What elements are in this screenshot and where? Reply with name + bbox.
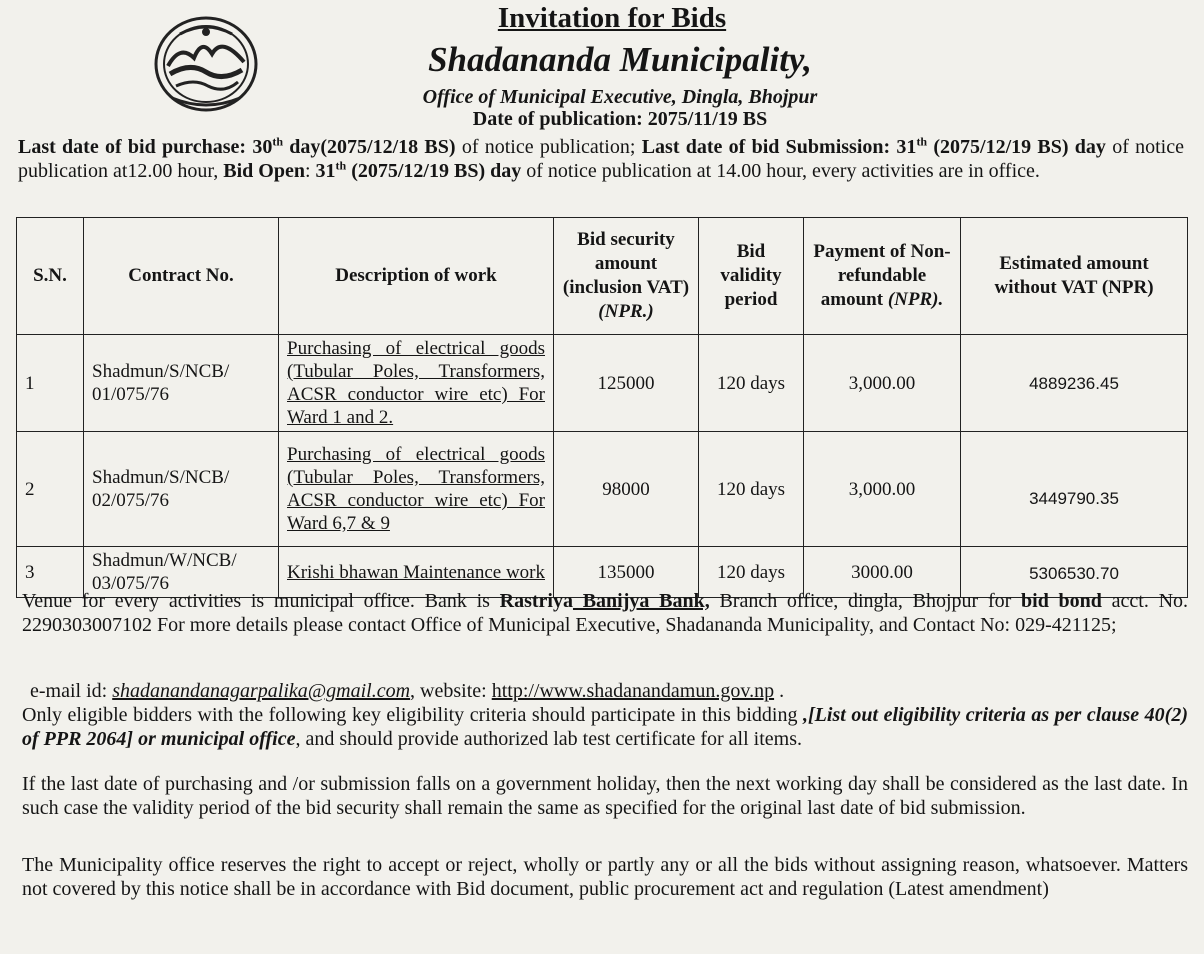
cell-payment: 3000.00 — [804, 547, 961, 598]
header-payment-unit: (NPR). — [887, 289, 944, 310]
cell-description: Purchasing of electrical goods (Tubular Poles, Transformers, ACSR conductor wire etc) For Ward 6,7 & 9 — [279, 432, 554, 547]
municipality-name: Shadananda Municipality, — [428, 40, 812, 79]
submission-date: (2075/12/19 BS) day — [927, 136, 1106, 158]
venue-text: acct. No. 2290303007102 For more details please contact Office of Municipal Executive, Shadananda Municipality, and Contact No: 029-421125; — [22, 590, 1189, 636]
bids-table — [16, 217, 1188, 598]
table-row — [17, 335, 1188, 432]
cell-contract: Shadmun/S/NCB/ 01/075/76 — [84, 335, 279, 432]
cell-contract: Shadmun/W/NCB/ 03/075/76 — [84, 547, 279, 598]
ordinal-suffix: th — [335, 158, 347, 173]
cell-estimate: 4889236.45 — [961, 335, 1188, 432]
submission-label: Last date of bid Submission: 31 — [641, 136, 917, 158]
bank-name: Rastriya — [499, 590, 573, 612]
bid-bond-label: bid bond — [1021, 590, 1102, 612]
header-payment-text: Payment of Non-refundable amount — [813, 241, 951, 310]
header-bid-security-unit: (NPR.) — [598, 301, 654, 322]
table-row — [17, 432, 1188, 547]
bid-open-date: (2075/12/19 BS) day — [346, 160, 522, 182]
header-bid-security-text: Bid security amount (inclusion VAT) — [562, 229, 690, 298]
website-link[interactable]: http://www.shadanandamun.gov.np — [491, 680, 775, 702]
eligibility-text: Only eligible bidders with the following key eligibility criteria should participate in this bidding — [22, 704, 804, 726]
header-bid-security — [554, 218, 699, 335]
header-sn: S.N. — [17, 218, 84, 335]
ordinal-suffix: th — [272, 134, 283, 149]
publication-date: Date of publication: 2075/11/19 BS — [472, 108, 768, 130]
cell-bid-security: 135000 — [554, 547, 699, 598]
website-label: , website: — [410, 680, 492, 702]
cell-sn: 3 — [17, 547, 84, 598]
cell-payment: 3,000.00 — [804, 432, 961, 547]
header-validity: Bid validity period — [699, 218, 804, 335]
email-label: e-mail id: — [30, 680, 113, 702]
cell-validity: 120 days — [699, 335, 804, 432]
purchase-label: Last date of bid purchase: 30 — [18, 136, 273, 158]
table-header-row — [17, 218, 1188, 335]
email-link[interactable]: shadanandanagarpalika@gmail.com — [112, 680, 411, 702]
cell-sn: 1 — [17, 335, 84, 432]
cell-contract: Shadmun/S/NCB/ 02/075/76 — [84, 432, 279, 547]
intro-text: of notice publication; — [455, 136, 642, 158]
holiday-paragraph: If the last date of purchasing and /or submission falls on a government holiday, then the next working day shall be considered as the last date. In such case the validity period of the bid security shall remain the same as specified for the original last date of bid submission. — [22, 773, 1188, 819]
eligibility-criteria: ,[List out eligibility criteria as per clause 40(2) of PPR 2064] or municipal office — [22, 704, 1188, 750]
eligibility-paragraph — [22, 703, 1188, 751]
office-address: Office of Municipal Executive, Dingla, Bhojpur — [422, 86, 818, 108]
header-description: Description of work — [279, 218, 554, 335]
header-contract: Contract No. — [84, 218, 279, 335]
bid-dates-paragraph — [18, 135, 1184, 183]
venue-text: Branch office, dingla, Bhojpur for — [709, 590, 1022, 612]
cell-bid-security: 125000 — [554, 335, 699, 432]
venue-text: Venue for every activities is municipal office. Bank is — [22, 590, 500, 612]
header-payment — [804, 218, 961, 335]
purchase-date: day(2075/12/18 BS) — [283, 136, 456, 158]
ordinal-suffix: th — [916, 134, 928, 149]
contact-end: . — [774, 680, 785, 702]
reserve-rights-paragraph: The Municipality office reserves the right to accept or reject, wholly or partly any or all the bids without assigning reason, whatsoever. Matters not covered by this notice shall be in accordance with Bid document, public procurement act and regulation (Latest amendment) — [22, 854, 1188, 900]
contact-line — [30, 679, 1196, 703]
cell-description: Purchasing of electrical goods (Tubular Poles, Transformers, ACSR conductor wire etc) For Ward 1 and 2. — [279, 335, 554, 432]
cell-validity: 120 days — [699, 432, 804, 547]
cell-bid-security: 98000 — [554, 432, 699, 547]
bid-open-label: Bid Open — [223, 160, 305, 182]
intro-text: of notice publication at 14.00 hour, every activities are in office. — [521, 160, 1040, 182]
cell-estimate: 5306530.70 — [961, 547, 1188, 598]
venue-paragraph — [22, 589, 1188, 637]
intro-text: of notice publication at12.00 hour, — [18, 136, 1184, 182]
notice-title: Invitation for Bids — [497, 2, 727, 34]
cell-sn: 2 — [17, 432, 84, 547]
cell-description: Krishi bhawan Maintenance work — [279, 547, 554, 598]
intro-text: : — [304, 160, 316, 182]
header-estimate: Estimated amount without VAT (NPR) — [961, 218, 1188, 335]
bid-open-day: 31 — [315, 160, 336, 182]
cell-payment: 3,000.00 — [804, 335, 961, 432]
bank-name: Banijya Bank, — [572, 590, 710, 612]
eligibility-text: , and should provide authorized lab test certificate for all items. — [295, 728, 802, 750]
cell-estimate: 3449790.35 — [961, 432, 1188, 547]
cell-validity: 120 days — [699, 547, 804, 598]
